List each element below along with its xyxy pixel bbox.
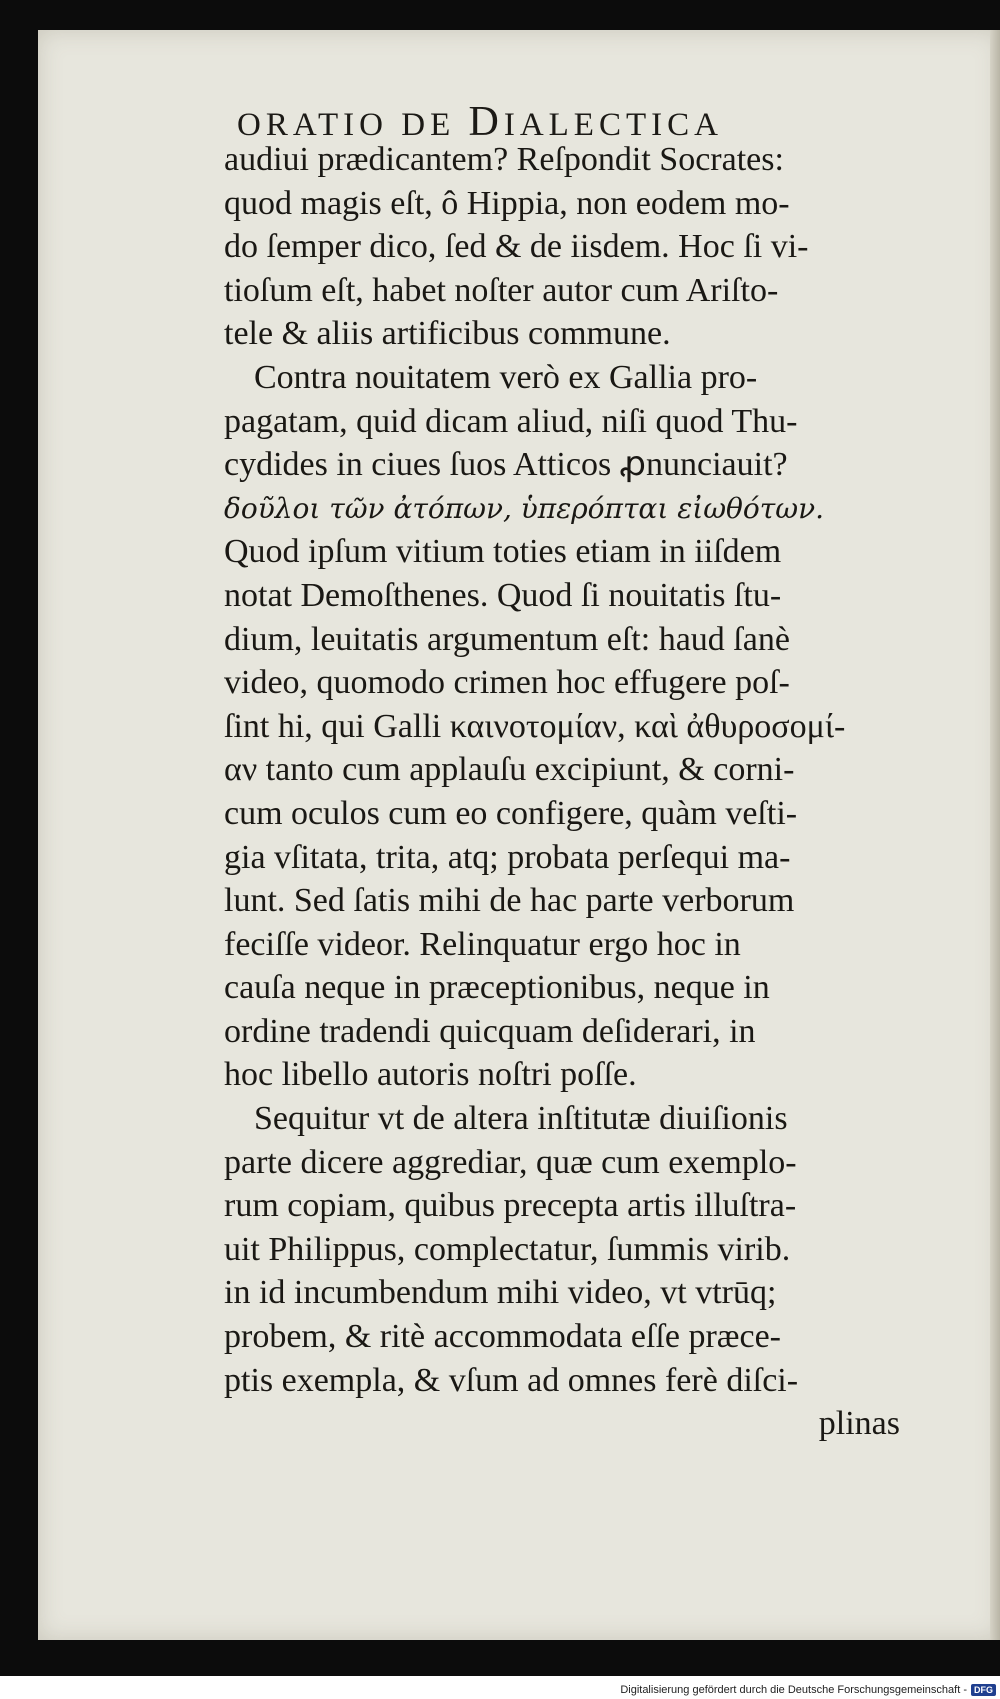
text-line: ptis exempla, & vſum ad omnes ferè diſci-: [224, 1361, 799, 1399]
running-head-initial: D: [468, 99, 504, 145]
text-line: in id incumbendum mihi video, vt vtrūq;: [224, 1274, 777, 1312]
text-line: cauſa neque in præceptionibus, neque in: [224, 969, 770, 1007]
body-text: [224, 138, 924, 1446]
text-line: αν tanto cum applauſu excipiunt, & corni-: [224, 751, 795, 789]
page-gutter-edge: [990, 30, 1000, 1640]
text-line: tele & aliis artificibus commune.: [224, 315, 671, 353]
text-line: dium, leuitatis argumentum eſt: haud ſanè: [224, 620, 790, 658]
text-line: parte dicere aggrediar, quæ cum exemplo-: [224, 1143, 797, 1181]
text-line: Contra nouitatem verò ex Gallia pro-: [254, 358, 758, 396]
text-line: lunt. Sed ſatis mihi de hac parte verborum: [224, 882, 795, 920]
running-head-rest: IALECTICA: [503, 107, 723, 143]
text-line: cum oculos cum eo configere, quàm veſti-: [224, 794, 798, 832]
text-line: tioſum eſt, habet noſter autor cum Ariſto-: [224, 271, 779, 309]
text-line: Sequitur vt de altera inſtitutæ diuiſionis: [254, 1100, 788, 1138]
text-line: video, quomodo crimen hoc effugere poſ-: [224, 664, 790, 702]
text-line: notat Demoſthenes. Quod ſi nouitatis ſtu-: [224, 576, 782, 614]
text-line: do ſemper dico, ſed & de iisdem. Hoc ſi vi-: [224, 228, 809, 266]
text-line: rum copiam, quibus precepta artis illuſtra-: [224, 1187, 797, 1225]
text-line: cydides in ciues ſuos Atticos ꝓnunciauit?: [224, 446, 788, 484]
catchword: plinas: [818, 1405, 900, 1443]
text-line: Quod ipſum vitium toties etiam in iiſdem: [224, 533, 782, 571]
text-line: feciſſe videor. Relinquatur ergo hoc in: [224, 925, 741, 963]
greek-quote-line: δοῦλοι τῶν ἀτόπων, ὑπερόπται εἰωθότων.: [224, 491, 825, 525]
text-line: uit Philippus, complectatur, ſummis virib.: [224, 1230, 791, 1268]
running-head-prefix: ORATIO DE: [237, 107, 469, 143]
text-line: audiui prædicantem? Reſpondit Socrates:: [224, 141, 784, 178]
text-line: ſint hi, qui Galli καινοτομίαν, καὶ ἀθυροσομί-: [224, 707, 846, 745]
text-line: probem, & ritè accommodata eſſe præce-: [224, 1318, 781, 1356]
text-line: pagatam, quid dicam aliud, niſi quod Thu-: [224, 402, 798, 440]
text-line: quod magis eſt, ô Hippia, non eodem mo-: [224, 184, 790, 222]
text-line: hoc libello autoris noſtri poſſe.: [224, 1056, 637, 1094]
credit-text: Digitalisierung gefördert durch die Deutsche Forschungsgemeinschaft -: [620, 1683, 967, 1696]
dfg-logo: DFG: [971, 1684, 996, 1696]
text-line: gia vſitata, trita, atq; probata perſequi ma-: [224, 838, 791, 876]
digitization-credit: [620, 1680, 1000, 1699]
text-line: ordine tradendi quicquam deſiderari, in: [224, 1012, 756, 1050]
